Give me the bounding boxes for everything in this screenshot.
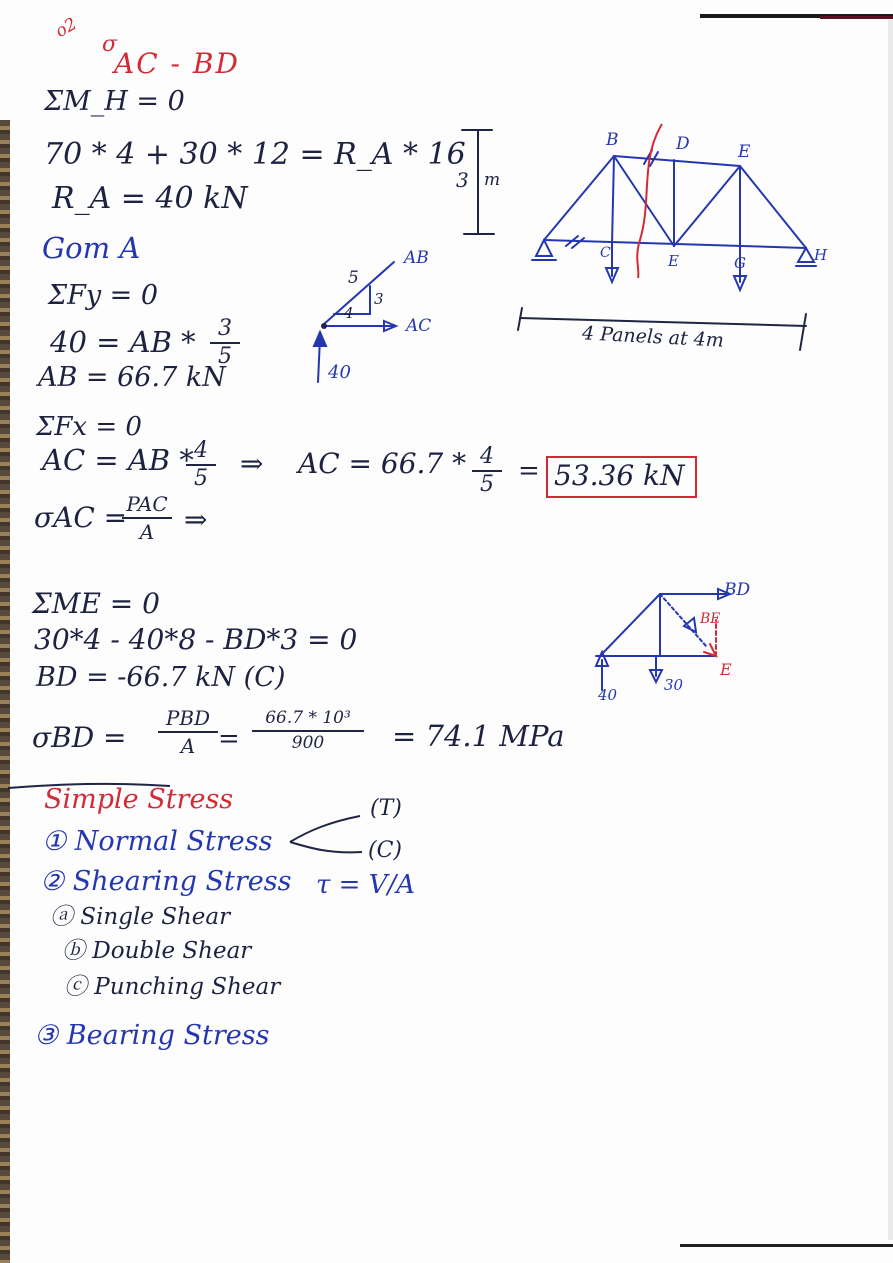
joint-a-heading: Gom A <box>42 231 141 265</box>
fraction-numerator: 3 <box>218 316 232 341</box>
joint-a-sum-fy: ΣFy = 0 <box>48 280 159 311</box>
stress-ac-arrow: ⇒ <box>184 503 208 536</box>
section-moment-eq: 30*4 - 40*8 - BD*3 = 0 <box>34 623 358 656</box>
truss-node-h: H <box>814 246 828 264</box>
stress-bd-equals: = <box>218 724 240 754</box>
section-fbd-e-label: E <box>720 660 732 679</box>
fbd-ac-label: AC <box>406 316 432 336</box>
fraction-numerator: PAC <box>126 492 168 516</box>
section-fbd-30-label: 30 <box>664 676 684 694</box>
truss-node-g: G <box>734 254 746 272</box>
truss-node-e-top: E <box>738 142 751 162</box>
truss-span-label: 4 Panels at 4m <box>581 322 725 352</box>
height-label: 3 <box>456 168 469 192</box>
notes-heading: Simple Stress <box>44 784 234 815</box>
reaction-sum-moment: ΣM_H = 0 <box>44 86 185 117</box>
header-title: AC - BD <box>114 47 240 80</box>
joint-a-sum-fx: ΣFx = 0 <box>36 412 142 442</box>
notes-shearing-stress: ② Shearing Stress <box>40 866 292 897</box>
fbd-hyp-label: 5 <box>348 268 359 288</box>
fraction-numerator: 66.7 * 10³ <box>265 708 351 728</box>
notes-single-shear: ⓐ Single Shear <box>50 904 231 930</box>
joint-a-eq3: AC = AB * <box>42 443 194 477</box>
notes-tension: (T) <box>370 796 402 821</box>
fbd-rise-label: 3 <box>374 290 384 308</box>
fraction-numerator: 4 <box>480 444 494 469</box>
fraction-denominator: A <box>139 520 155 544</box>
fbd-ab-label: AB <box>404 248 429 268</box>
stress-bd-result: = 74.1 MPa <box>392 719 565 753</box>
bracket-upper <box>290 816 360 842</box>
fraction-numerator: PBD <box>165 706 211 730</box>
notes-double-shear: ⓑ Double Shear <box>62 938 252 964</box>
section-fbd-40-label: 40 <box>598 686 618 704</box>
stress-ac-label: σAC = <box>34 501 128 534</box>
section-sum-me: ΣME = 0 <box>32 587 160 620</box>
notes-bearing-stress: ③ Bearing Stress <box>34 1020 270 1051</box>
fbd-load-label: 40 <box>328 362 351 383</box>
joint-a-eq1: 40 = AB * <box>50 325 196 359</box>
fraction-denominator: 5 <box>194 466 208 491</box>
fraction-numerator: 4 <box>194 438 208 463</box>
section-bd-force: BD = -66.7 kN (C) <box>36 662 286 693</box>
truss-node-c: C <box>600 245 611 261</box>
joint-a-eq3-mid: AC = 66.7 * <box>298 447 467 480</box>
fraction-denominator: A <box>180 734 196 758</box>
height-unit: m <box>484 170 501 190</box>
section-fbd-bd-label: BD <box>724 580 751 600</box>
notes-punching-shear: ⓒ Punching Shear <box>64 974 281 1000</box>
fraction-denominator: 5 <box>218 344 232 369</box>
header-sigma: σ <box>102 32 118 57</box>
truss-node-b: B <box>606 130 619 150</box>
joint-a-eq3-arrow: ⇒ <box>240 447 264 480</box>
notes-normal-stress: ① Normal Stress <box>42 826 273 857</box>
stress-bd-label: σBD = <box>32 721 127 754</box>
reaction-equation: 70 * 4 + 30 * 12 = R_A * 16 <box>44 137 466 172</box>
fraction-denominator: 5 <box>480 472 494 497</box>
joint-a-eq2: AB = 66.7 kN <box>38 362 226 393</box>
notes-tau-formula: τ = V/A <box>316 870 416 900</box>
joint-a-ac-result-box: 53.36 kN <box>546 456 697 498</box>
joint-a-eq3-equals: = <box>518 456 540 486</box>
section-fbd-be-label: BE <box>700 611 721 627</box>
notes-compression: (C) <box>368 838 402 863</box>
truss-node-e-bottom: E <box>668 252 679 270</box>
reaction-result: R_A = 40 kN <box>52 181 248 216</box>
bracket-lower <box>290 842 362 852</box>
header-mark: o2 <box>52 14 81 42</box>
fraction-denominator: 900 <box>291 733 325 753</box>
fbd-run-label: 4 <box>344 304 354 322</box>
truss-node-d: D <box>676 134 690 154</box>
